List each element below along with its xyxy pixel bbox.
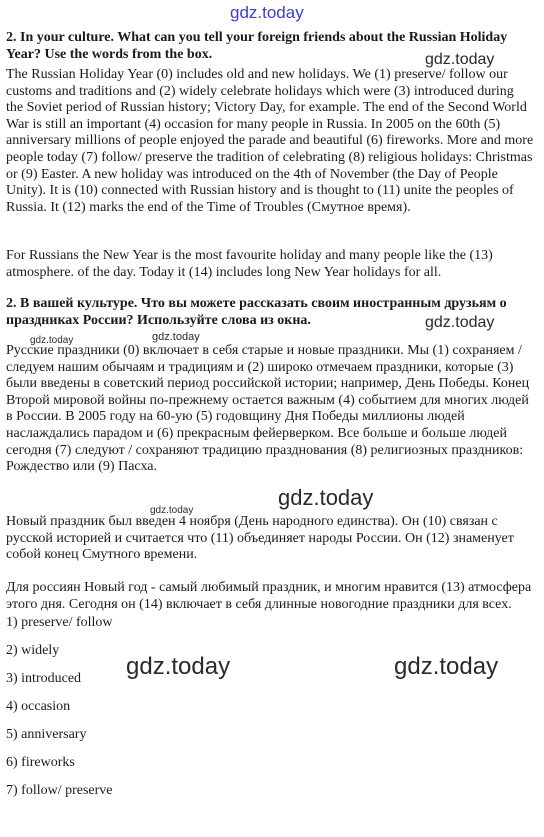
- watermark: gdz.today: [126, 653, 231, 680]
- answer-item: 5) anniversary: [6, 727, 87, 742]
- answer-item: 1) preserve/ follow: [6, 615, 113, 630]
- watermark: gdz.today: [152, 331, 200, 343]
- watermark: gdz.today: [425, 51, 495, 68]
- english-paragraph-1: The Russian Holiday Year (0) includes old and new holidays. We (1) preserve/ follow our customs and traditions and (2) widely celebrate holidays which were (3) introduced during the Soviet period of Russian history; Victory Day, for example. The end of the Second World War is still an important (4) occasion for many people in Russia. In 2005 on the 60th (5) anniversary millions of people enjoyed the parade and beautiful (6) fireworks. More and more people today (7) follow/ preserve the tradition of celebrating (8) religious holidays: Christmas or (9) Easter. A new holiday was introduced on the 4th of November (the Day of People Unity). It is (10) connected with Russian history and is thought to (11) unite the peoples of Russia. It (12) marks the end of the Time of Troubles (Смутное время).: [6, 67, 534, 215]
- task-heading-russian: 2. В вашей культуре. Что вы можете рассказать своим иностранным друзьям о праздниках России? Используйте слова из окна.: [6, 296, 507, 328]
- watermark: gdz.today: [278, 485, 374, 510]
- english-paragraph-2: For Russians the New Year is the most favourite holiday and many people like the (13) atmosphere. of the day. Today it (14) includes long New Year holidays for all.: [6, 248, 493, 280]
- answer-item: 4) occasion: [6, 699, 71, 714]
- watermark: gdz.today: [394, 653, 499, 680]
- watermark: gdz.today: [150, 505, 194, 516]
- answer-item: 2) widely: [6, 643, 60, 658]
- watermark: gdz.today: [425, 314, 495, 331]
- watermark: gdz.today: [30, 335, 74, 346]
- task-heading-english: 2. In your culture. What can you tell your foreign friends about the Russian Holiday Year? Use the words from the box.: [6, 30, 508, 62]
- watermark-logo: gdz.today: [230, 3, 304, 22]
- answer-item: 3) introduced: [6, 671, 82, 686]
- russian-paragraph-1: Русские праздники (0) включает в себя старые и новые праздники. Мы (1) сохраняем / следуем нашим обычаям и традициям и (2) широко отмечаем праздники, которые (3) были введены в советский период российской истории; например, День Победы. Конец Второй мировой войны по-прежнему остается важным (4) событием для многих людей в России. В 2005 году на 60-ую (5) годовщину Дня Победы миллионы людей наслаждались парадом и (6) прекрасным фейерверком. Все больше и больше людей сегодня (7) следуют / сохраняют традицию празднования (8) религиозных праздников: Рождество или (9) Пасха.: [6, 343, 530, 475]
- russian-paragraph-2: Новый праздник был введен 4 ноября (День народного единства). Он (10) связан с русской историей и считается что (11) объединяет народы России. Он (12) знаменует собой конец Смутного времени.: [6, 514, 514, 563]
- russian-paragraph-3: Для россиян Новый год - самый любимый праздник, и многим нравится (13) атмосфера этого дня. Сегодня он (14) включает в себя длинные новогодние праздники для всех.: [6, 580, 532, 612]
- answer-item: 7) follow/ preserve: [6, 783, 113, 798]
- answer-item: 6) fireworks: [6, 755, 75, 770]
- answer-list: [6, 614, 113, 810]
